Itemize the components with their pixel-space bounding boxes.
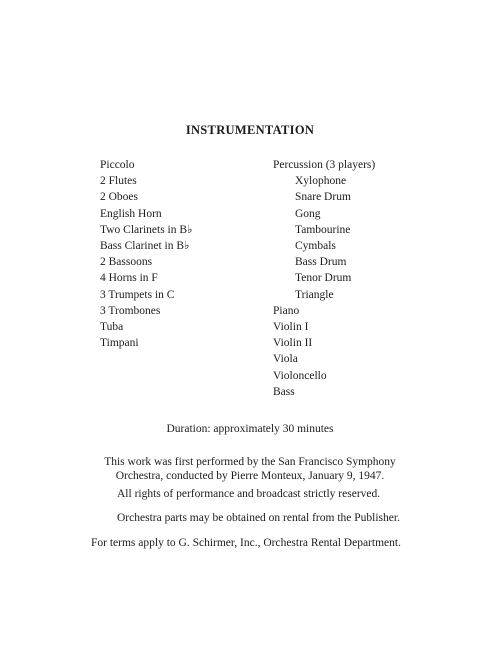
percussion-instrument-item: Tenor Drum — [295, 272, 352, 285]
instrument-item: Violin II — [273, 337, 313, 350]
percussion-instrument-item: Bass Drum — [295, 256, 347, 269]
premiere-line-1: This work was first performed by the San Francisco Symphony — [104, 456, 396, 468]
instrument-list-right — [273, 157, 375, 400]
instrument-item: English Horn — [100, 207, 162, 220]
instrument-item: Tuba — [100, 321, 124, 334]
instrument-item: Bass Clarinet in B♭ — [100, 240, 190, 253]
premiere-line-2: Orchestra, conducted by Pierre Monteux, January 9, 1947. — [115, 470, 385, 482]
percussion-instrument-item: Xylophone — [295, 175, 347, 188]
instrument-item: 2 Flutes — [100, 175, 137, 188]
rights-note: All rights of performance and broadcast strictly reserved. — [117, 488, 381, 500]
instrument-item: Violoncello — [273, 369, 327, 382]
instrument-item: 2 Bassoons — [100, 256, 153, 269]
instrument-item: Violin I — [273, 321, 309, 334]
premiere-note — [0, 455, 500, 483]
terms-note: For terms apply to G. Schirmer, Inc., Orchestra Rental Department. — [91, 537, 401, 549]
instrument-item: 3 Trombones — [100, 304, 161, 317]
instrument-list-left — [100, 157, 192, 351]
instrument-item: Piccolo — [100, 159, 135, 171]
parts-note: Orchestra parts may be obtained on rental from the Publisher. — [117, 512, 400, 524]
instrument-item: Timpani — [100, 337, 139, 350]
instrument-item: 2 Oboes — [100, 191, 139, 204]
percussion-instrument-item: Snare Drum — [295, 191, 351, 204]
page-title: INSTRUMENTATION — [185, 123, 315, 137]
percussion-instrument-item: Gong — [295, 207, 321, 220]
instrument-item: Viola — [273, 353, 298, 366]
instrument-item: Percussion (3 players) — [273, 159, 376, 171]
instrument-item: Two Clarinets in B♭ — [100, 223, 193, 236]
instrument-item: 4 Horns in F — [100, 272, 158, 285]
percussion-instrument-item: Tambourine — [295, 223, 351, 236]
duration-note: Duration: approximately 30 minutes — [166, 423, 334, 435]
instrument-item: Piano — [273, 304, 300, 317]
instrument-item: Bass — [273, 385, 295, 398]
instrument-item: 3 Trumpets in C — [100, 288, 175, 301]
percussion-instrument-item: Triangle — [295, 288, 334, 301]
percussion-instrument-item: Cymbals — [295, 240, 336, 253]
